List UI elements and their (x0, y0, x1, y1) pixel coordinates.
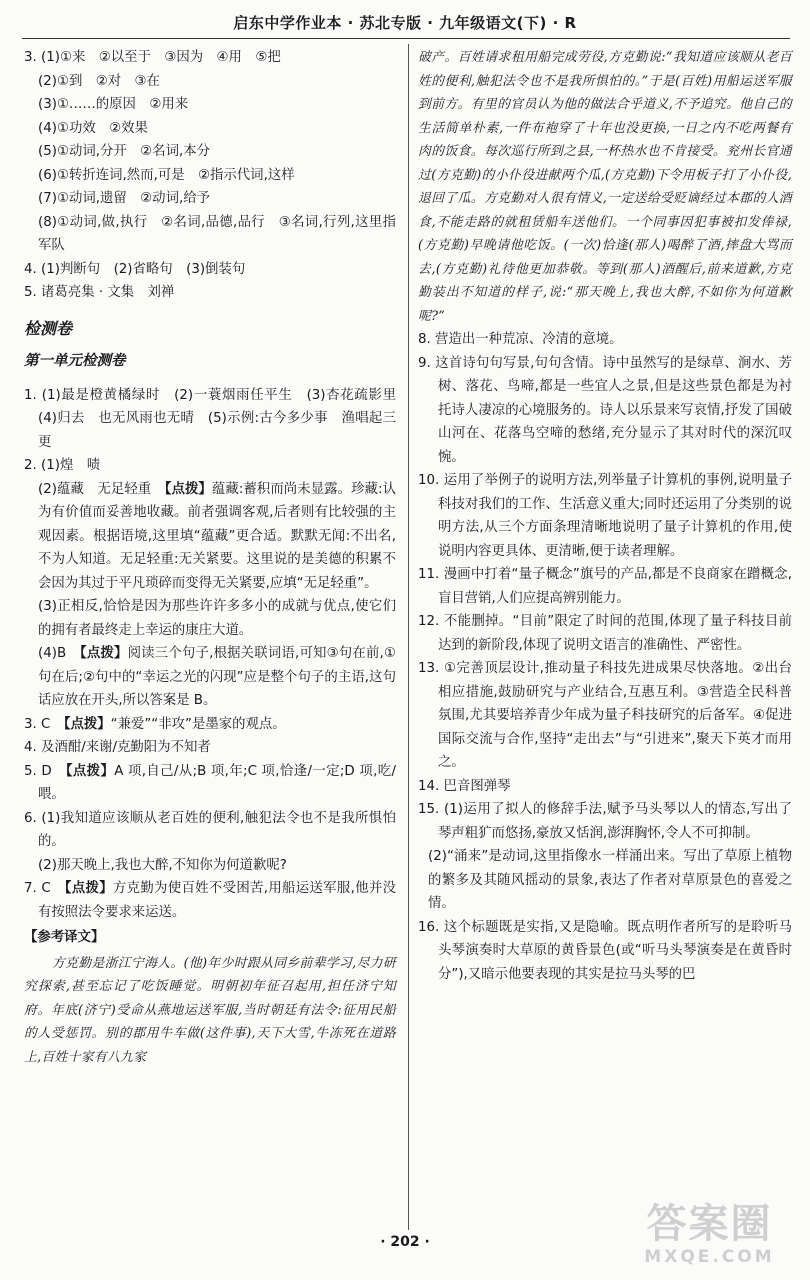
tip-text: 方克勤为使百姓不受困苦,用船运送军服,他并没有按照法令要求来运送。 (38, 881, 396, 920)
answer-item (24, 877, 396, 924)
watermark-url: MXQE.COM (644, 1247, 775, 1267)
answer-text: 5. 诸葛亮集 · 文集 刘禅 (24, 285, 175, 300)
answer-item (24, 93, 396, 117)
answer-item (24, 164, 396, 188)
answer-text: 6. (1)我知道应该顺从老百姓的便利,触犯法令也不是我所惧怕的。 (24, 810, 396, 849)
answer-item (24, 281, 396, 305)
tip-text: A 项,自己/从;B 项,年;C 项,恰逢/一定;D 项,吃/喂。 (38, 763, 396, 802)
answer-text: 15. (1)运用了拟人的修辞手法,赋予马头琴以人的情态,写出了琴声粗犷而悠扬,豪放又恬润,澎湃胸怀,令人不可抑制。 (418, 802, 792, 841)
answer-item (24, 140, 396, 164)
answer-item (24, 454, 396, 478)
answer-text: 4. (1)判断句 (2)省略句 (3)倒装句 (24, 261, 246, 277)
answer-item (24, 642, 396, 713)
answer-text: (3)①……的原因 ②用来 (38, 97, 189, 112)
answer-text: 1. (1)最是橙黄橘绿时 (2)一蓑烟雨任平生 (3)杏花疏影里 (4)归去 也无风雨也无晴 (5)示例:古今多少事 渔唱起三更 (24, 387, 410, 450)
answer-item (418, 352, 792, 470)
answer-text: 3. (1)①来 ②以至于 ③因为 ④用 ⑤把 (24, 50, 281, 65)
answer-item (418, 798, 792, 845)
answer-text: 16. 这个标题既是实指,又是隐喻。既点明作者所写的是聆听马头琴演奏时大草原的黄昏景色(或“听马头琴演奏是在黄昏时分”),又暗示他要表现的其实是拉马头琴的巴 (418, 919, 792, 982)
answer-item (418, 563, 792, 610)
answer-text: 4. 及酒酣/来谢/克勤阳为不知者 (24, 740, 211, 755)
reference-translation-title: 【参考译文】 (24, 930, 105, 945)
tip-text: “兼爱”“非攻”是墨家的观点。 (110, 716, 286, 732)
answer-text: (2)“涌来”是动词,这里指像水一样涌出来。写出了草原上植物的繁多及其随风摇动的景象,表达了作者对草原景色的喜爱之情。 (428, 849, 792, 911)
answer-text: (7)①动词,遗留 ②动词,给予 (38, 191, 211, 206)
answer-text: (4)B (38, 646, 80, 661)
tip-label: 【点拨】 (65, 763, 115, 779)
answer-item (24, 736, 396, 760)
answer-item (24, 258, 396, 282)
answer-text: 8. 营造出一种荒凉、冷清的意境。 (418, 332, 623, 347)
watermark-logo (617, 1202, 802, 1274)
page-number: · 202 · (380, 1234, 430, 1250)
page-header: 启东中学作业本 · 苏北专版 · 九年级语文(下) · R (233, 14, 577, 32)
tip-label: 【点拨】 (64, 881, 113, 896)
answer-item (24, 187, 396, 211)
watermark-chars: 答案圈 (646, 1201, 773, 1247)
answer-text: (2)蕴藏 无足轻重 (38, 481, 165, 497)
column-divider (408, 44, 409, 1230)
answer-item (24, 807, 396, 854)
answer-text: (3)正相反,恰恰是因为那些许许多多小的成就与优点,使它们的拥有者最终走上幸运的康庄大道。 (38, 599, 396, 638)
tip-text: 阅读三个句子,根据关联词语,可知③句在前,①句在后;②句中的“幸运之光的闪现”应是整个句子的主语,这句话应放在开头,所以答案是 B。 (38, 646, 397, 708)
answer-item (24, 46, 396, 70)
tip-label: 【点拨】 (63, 716, 111, 732)
answer-item (24, 760, 396, 807)
answer-item (418, 469, 792, 563)
answer-item (24, 70, 396, 94)
tip-label: 【点拨】 (79, 646, 128, 661)
previous-answers (24, 46, 396, 305)
answer-item (24, 595, 396, 642)
tip-label: 【点拨】 (164, 481, 212, 497)
answer-text: 11. 漫画中打着“量子概念”旗号的产品,都是不良商家在蹭概念,盲目营销,人们应提高辨别能力。 (418, 567, 792, 606)
answer-item (24, 713, 396, 737)
answer-text: 14. 巴音图弹琴 (418, 778, 511, 794)
answer-item (24, 211, 396, 258)
answer-text: 9. 这首诗句句写景,句句含情。诗中虽然写的是绿草、涧水、芳树、落花、鸟啼,都是一些宜人之景,但是这些景色都是为衬托诗人凄凉的心境服务的。诗人以乐景来写哀情,抒发了国破山河在、花落鸟空啼的愁绪,充分显示了其对时代的深沉叹惋。 (418, 355, 792, 465)
answer-text: 3. C (24, 716, 64, 732)
answer-item (24, 854, 396, 878)
answer-text: 10. 运用了举例子的说明方法,列举量子计算机的事例,说明量子科技对我们的工作、生活意义重大;同时还运用了分类别的说明方法,从三个方面条理清晰地说明了量子计算机的作用,使说明内容更具体、更清晰,便于读者理解。 (418, 473, 792, 559)
answer-item (24, 478, 396, 596)
reference-translation-continued: 破产。百姓请求租用船完成劳役,方克勤说:“我知道应该顺从老百姓的便利,触犯法令也不是我所惧怕的。”于是(百姓)用船运送军服到前方。有里的官员认为他的做法合乎道义,不予追究。他自己的生活简单朴素,一件布袍穿了十年也没更换,一日之内不吃两餐有肉的饭食。每次巡行所到之县,一杯热水也不肯接受。兖州长官通过(方克勤)的小仆役进献两个瓜,(方克勤)下令用板子打了小仆役,退回了瓜。方克勤对人很有情义,一定送给受贬谪经过本郡的人酒食,不能走路的就租赁船车送他们。一个同事因犯事被扣发俸禄,(方克勤)早晚请他吃饭。(一次)恰逢(那人)喝醉了酒,摔盘大骂而去,(方克勤)礼待他更加恭敬。等到(那人)酒醒后,前来道歉,方克勤装出不知道的样子,说:“那天晚上,我也大醉,不如你为何道歉呢?” (418, 50, 792, 324)
answer-item (418, 916, 792, 987)
answer-item (418, 328, 792, 352)
unit-answers-continued (418, 328, 792, 986)
answer-item (418, 657, 792, 775)
answer-text: (4)①功效 ②效果 (38, 120, 148, 136)
answer-text: (2)①到 ②对 ③在 (38, 73, 160, 89)
answer-text: (5)①动词,分开 ②名词,本分 (38, 144, 211, 159)
answer-item (418, 845, 792, 916)
reference-translation-text: 方克勤是浙江宁海人。(他)年少时跟从同乡前辈学习,尽力研究探索,甚至忘记了吃饭睡觉。明朝初年征召起用,担任济宁知府。年底(济宁)受命从燕地运送军服,当时朝廷有法令:征用民船的人受惩罚。别的郡用牛车做(这件事),天下大雪,牛冻死在道路上,百姓十家有八九家 (24, 955, 396, 1065)
section-title: 检测卷 (24, 318, 73, 338)
answer-text: (2)那天晚上,我也大醉,不知你为何道歉呢? (38, 857, 287, 873)
answer-text: 5. D (24, 763, 66, 779)
answer-item (24, 384, 410, 455)
unit-title: 第一单元检测卷 (24, 353, 126, 369)
answer-text: 7. C (24, 881, 65, 896)
answer-text: (6)①转折连词,然而,可是 ②指示代词,这样 (38, 167, 295, 183)
left-column (24, 46, 410, 1069)
answer-text: 13. ①完善顶层设计,推动量子科技先进成果尽快落地。②出台相应措施,鼓励研究与产业结合,互惠互利。③营造全民科普氛围,尤其要培养青少年成为量子科技研究的后备军。④促进国际交流与合作,坚持“走出去”与“引进来”,聚天下英才而用之。 (418, 661, 792, 770)
header-rule (22, 38, 790, 39)
answer-item (418, 775, 792, 799)
answer-item (24, 117, 396, 141)
answer-text: 12. 不能删掉。“目前”限定了时间的范围,体现了量子科技目前达到的新阶段,体现了说明文语言的准确性、严密性。 (418, 614, 792, 653)
tip-text: 蕴藏:蓄积而尚未显露。珍藏:认为有价值而妥善地收藏。前者强调客观,后者则有比较强的主观因素。根据语境,这里填“蕴藏”更合适。默默无闻:不出名,不为人知道。无足轻重:无关紧要。这里说的是美德的积累不会因为其过于平凡琐碎而变得无关紧要,应填“无足轻重”。 (38, 481, 396, 591)
answer-item (418, 610, 792, 657)
answer-text: (8)①动词,做,执行 ②名词,品德,品行 ③名词,行列,这里指军队 (38, 214, 396, 253)
right-column (418, 46, 792, 986)
answer-text: 2. (1)煌 啧 (24, 458, 101, 473)
unit-answers (24, 384, 410, 925)
